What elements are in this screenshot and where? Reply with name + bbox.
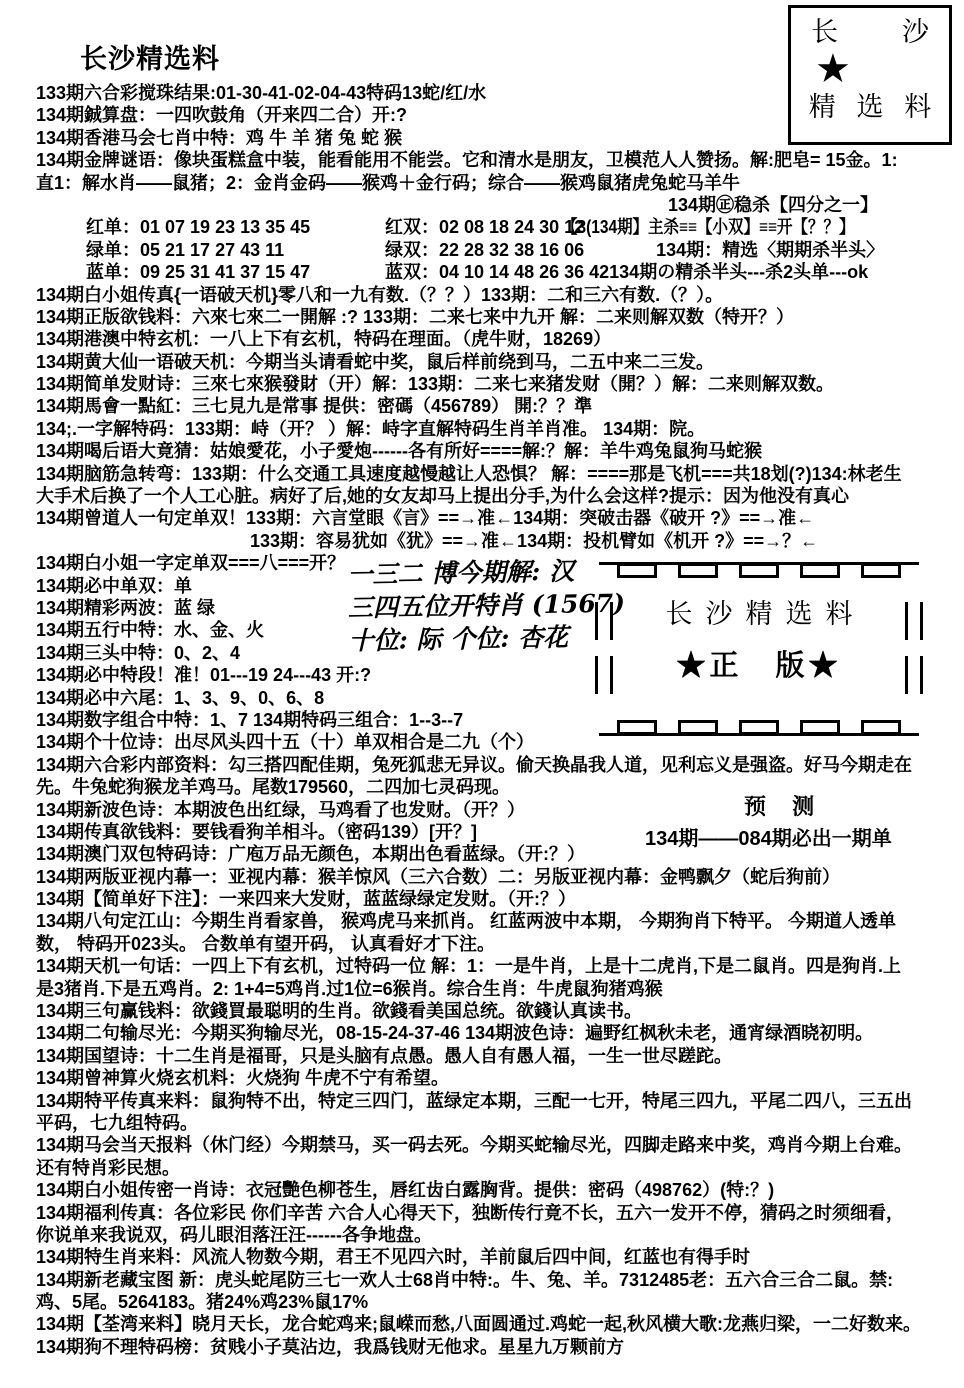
- text-line: 134期白小姐传真{一语破天机}零八和一九有数.（？？）133期：二和三六有数.（？）。: [36, 284, 724, 305]
- text-line: 134期国望诗：十二生肖是福哥，只是头脑有点愚。愚人自有愚人福，一生一世尽蹉跎。: [36, 1045, 733, 1066]
- red-double-cell: [385, 216, 584, 238]
- authentic-stamp-frame: [585, 554, 933, 744]
- corner-stamp-word1: 长: [811, 17, 838, 47]
- text-line: 134期必中六尾：1、3、9、0、6、8: [36, 687, 325, 708]
- text-line: 大手术后换了一个人工心脏。病好了后,她的女友却马上提出分手,为什么会这样?提示：因为他没有真心: [36, 486, 849, 507]
- green-single-numbers: 05 21 17 27 43 11: [140, 239, 285, 260]
- text-line: 134期必中特段！准！01---19 24---43 开:?: [36, 665, 372, 686]
- green-double-label: 绿双：: [385, 239, 439, 260]
- text-line: 134期新老藏宝图 新：虎头蛇尾防三七一欢人士68肖中特:。牛、兔、羊。7312485老：五六合三合二鼠。禁:: [36, 1269, 894, 1290]
- blue-double-cell: [385, 261, 609, 283]
- red-double-label: 红双：: [385, 217, 439, 238]
- text-line: 134期福利传真：各位彩民 你们辛苦 六合人心得天下，独断传行竟不长，五六一发开不停，猜码之时须细看，: [36, 1202, 905, 1223]
- text-line: 134期必中单双：单: [36, 575, 193, 596]
- text-line: 134期新波色诗：本期波色出红绿，马鸡看了也发财。（开？）: [36, 799, 526, 820]
- green-double-cell: [385, 239, 584, 261]
- text-line: 134期三头中特：0、2、4: [36, 642, 241, 663]
- text-line: 直1：解水肖——鼠猪；2：金肖金码——猴鸡＋金行码；综合——猴鸡鼠猪虎兔蛇马羊牛: [36, 172, 741, 193]
- blue-single-numbers: 09 25 31 41 37 15 47: [140, 262, 311, 283]
- blue-double-numbers: 04 10 14 48 26 36 42: [439, 262, 610, 283]
- red-row-note: 【3(134期】主杀≡≡【小双】≡≡开【？？】: [562, 217, 855, 238]
- text-line: 134期二句输尽光：今期买狗输尽光，08-15-24-37-46 134期波色诗：遍野红枫秋未老，通宵绿酒晓初明。: [36, 1023, 874, 1044]
- text-line: 134期白小姐一字定单双===八===开？: [36, 553, 346, 574]
- red-double-numbers: 02 08 18 24 30 12: [439, 217, 585, 238]
- text-line: 134期脑筋急转弯：133期：什么交通工具速度越慢越让人恐惧？ 解：====那是飞机===共18划(?)134:林老生: [36, 463, 902, 484]
- text-line: 先。牛兔蛇狗猴龙羊鸡马。尾数179560，二四加七灵码现。: [36, 777, 511, 798]
- corner-stamp-word2: 沙: [902, 17, 929, 47]
- frame-tab: [861, 563, 901, 578]
- text-line: 134期白小姐传密一肖诗：衣冠艷色柳苍生，唇红齿白露胸背。提供：密码（498762）(特:？): [36, 1180, 775, 1201]
- corner-stamp-top-row: [791, 8, 949, 48]
- text-line: 134期特生肖来料：风流人物数今期，君王不见四六时，羊前鼠后四中间，红蓝也有得手时: [36, 1247, 751, 1268]
- text-line: 134期六合彩内部资料：勾三搭四配佳期，兔死狐悲无异议。偷天换晶我人道，见利忘义是强盗。好马今期走在: [36, 754, 913, 775]
- page-title: 长沙精选料: [80, 44, 220, 74]
- text-line: 鸡、5尾。5264183。猪24%鸡23%鼠17%: [36, 1292, 369, 1313]
- text-line: 134期正版欲钱料：六來七來二一開解 :? 133期：二来七来中九开 解：二来则解双数（特开？）: [36, 306, 795, 327]
- text-line: 134期曾道人一句定单双！133期：六言堂眼《言》==→准←134期：突破击器《破开 ?》==→准←: [36, 508, 815, 529]
- blue-single-cell: [0, 261, 385, 283]
- text-line: 平码，七九组特码。: [36, 1112, 198, 1133]
- green-row-note: 134期：精选〈期期杀半头〉: [656, 239, 885, 260]
- text-line: 134期黄大仙一语破天机：今期当头请看蛇中奖，鼠后样前绕到马，二五中来二三发。: [36, 351, 715, 372]
- text-line: 134期澳门双包特码诗：广庖万品无颜色，本期出色看蓝绿。（开:？）: [36, 844, 586, 865]
- text-line: 134期传真欲钱料：要钱看狗羊相斗。（密码139）[开？]: [36, 821, 478, 842]
- blue-single-label: 蓝单：: [86, 262, 140, 283]
- text-line: 134期鋮算盘：一四吹鼓角（开来四二合）开:?: [36, 105, 408, 126]
- green-single-label: 绿单：: [86, 239, 140, 260]
- text-line: 134期天机一句话：一四上下有玄机，过特码一位 解：1：一是牛肖，上是十二虎肖,下是二鼠肖。四是狗肖.上: [36, 956, 902, 977]
- text-line: 数， 特码开023头。 合数单有望开码， 认真看好才下注。: [36, 933, 496, 954]
- text-line: 134;.一字解特码：133期：峙（开？ ）解：峙字直解特码生肖羊肖准。 134期：院。: [36, 418, 706, 439]
- blue-double-label: 蓝双：: [385, 262, 439, 283]
- text-line: 134期金牌谜语：像块蛋糕盒中装，能看能用不能尝。它和清水是朋友，卫模范人人赞扬。解:肥皂= 15金。1:: [36, 150, 898, 171]
- text-line: 134期【荃湾来料】晓月天长，龙合蛇鸡来;鼠嵘而愁,八面圆通过.鸡蛇一起,秋风横大歌:龙燕归梁，一二好数来。: [36, 1314, 922, 1335]
- text-line: 还有特肖彩民想。: [36, 1157, 180, 1178]
- stamp-frame-title: 长沙精选料: [665, 599, 866, 629]
- red-single-label: 红单：: [86, 217, 140, 238]
- text-line: 你说单来我说双，码儿眼泪落汪汪------各争地盘。: [36, 1224, 432, 1245]
- forecast-line: 134期——084期必出一期单: [645, 828, 892, 850]
- stamp-frame-subtitle: ★正 版★: [676, 650, 842, 682]
- text-line: 134期马会当天报料（休门经）今期禁马，买一码去死。今期买蛇输尽光，四脚走路来中奖，鸡肖今期上台难。: [36, 1135, 913, 1156]
- text-line: 134期特平传真来料：鼠狗特不出，特定三四门，蓝绿定本期，三配一七开，特尾三四九，平尾二四八，三五出: [36, 1090, 913, 1111]
- handwritten-line-3: 十位: 际 个位: 杏花: [348, 622, 569, 656]
- kill-header-line: 134期㊣稳杀【四分之一】: [668, 194, 879, 215]
- text-line: 134期八句定江山：今期生肖看家兽， 猴鸡虎马来抓肖。 红蓝两波中本期， 今期狗肖下特平。 今期道人透单: [36, 911, 897, 932]
- text-line: 134期简单发财诗：三來七來猴發財（开）解：133期：二来七来猪发财（開？）解：二来则解双数。: [36, 374, 835, 395]
- frame-tab: [617, 563, 657, 578]
- red-balls-row: [0, 216, 964, 238]
- blue-balls-row: [0, 261, 964, 283]
- frame-tab: [739, 563, 779, 578]
- star-icon: ★: [815, 46, 851, 92]
- red-single-cell: [0, 216, 385, 238]
- text-line: 是3猪肖.下是五鸡肖。2: 1+4=5鸡肖.过1位=6猴肖。综合生肖：牛虎鼠狗猪鸡猴: [36, 978, 663, 999]
- text-line: 134期个十位诗：出尽风头四十五（十）单双相合是二九（个）: [36, 732, 535, 753]
- handwritten-line-2: 三四五位开特肖 (1567): [347, 588, 626, 623]
- corner-stamp-bottom-row: 精 选 料: [808, 92, 939, 122]
- text-line: 134期精彩两波：蓝 绿: [36, 597, 216, 618]
- text-line: 134期狗不理特码榜：贫贱小子莫沾边，我爲钱财无他求。星星九万颗前方: [36, 1336, 625, 1357]
- text-line: 134期香港马会七肖中特：鸡 牛 羊 猪 兔 蛇 猴: [36, 127, 403, 148]
- corner-stamp-box: [788, 5, 952, 145]
- text-line: 134期两版亚视内幕一：亚视内幕：猴羊惊风（三六合数）二：另版亚视内幕：金鸭飘夕（蛇后狗前）: [36, 866, 841, 887]
- green-double-numbers: 22 28 32 38 16 06: [439, 239, 585, 260]
- text-line: 134期【简单好下注】：一来四来大发财，蓝蓝绿绿定发财。（开:？）: [36, 889, 577, 910]
- handwritten-line-1: 一三二 博今期解: 汉: [347, 556, 575, 590]
- frame-top-tabs: [617, 563, 901, 578]
- frame-tab: [800, 563, 840, 578]
- text-line: 134期三句赢钱料：欲錢買最聪明的生肖。欲錢看美国总统。欲錢认真读书。: [36, 1001, 643, 1022]
- frame-bottom-line: [599, 733, 919, 736]
- green-single-cell: [0, 239, 385, 261]
- text-line: 133期：容易犹如《犹》==→准←134期：投机臂如《机开 ?》==→？←: [250, 530, 819, 551]
- red-single-numbers: 01 07 19 23 13 35 45: [140, 217, 311, 238]
- text-line: 133期六合彩搅珠结果:01-30-41-02-04-43特码13蛇/红/水: [36, 83, 487, 103]
- text-line: 134期数字组合中特：1、7 134期特码三组合：1--3--7: [36, 709, 464, 730]
- frame-tab: [678, 563, 718, 578]
- text-line: 134期喝后语大竟猜：姑娘愛花，小子愛炮------各有所好====解:？解：羊牛鸡兔鼠狗马蛇猴: [36, 441, 763, 462]
- text-line: 134期五行中特：水、金、火: [36, 620, 265, 641]
- text-line: 134期港澳中特玄机：一八上下有玄机，特码在理面。（虎牛财，18269）: [36, 329, 612, 350]
- blue-row-note: 134期の精杀半头---杀2头单---ok: [609, 262, 869, 283]
- text-line: 134期曾神算火烧玄机料：火烧狗 牛虎不宁有希望。: [36, 1068, 450, 1089]
- green-balls-row: [0, 239, 964, 261]
- text-line: 134期馬會一點紅：三七見九是常事 提供：密碼（456789） 開:？？準: [36, 396, 593, 417]
- handwritten-note: [347, 554, 626, 658]
- forecast-title: 预 测: [744, 794, 825, 819]
